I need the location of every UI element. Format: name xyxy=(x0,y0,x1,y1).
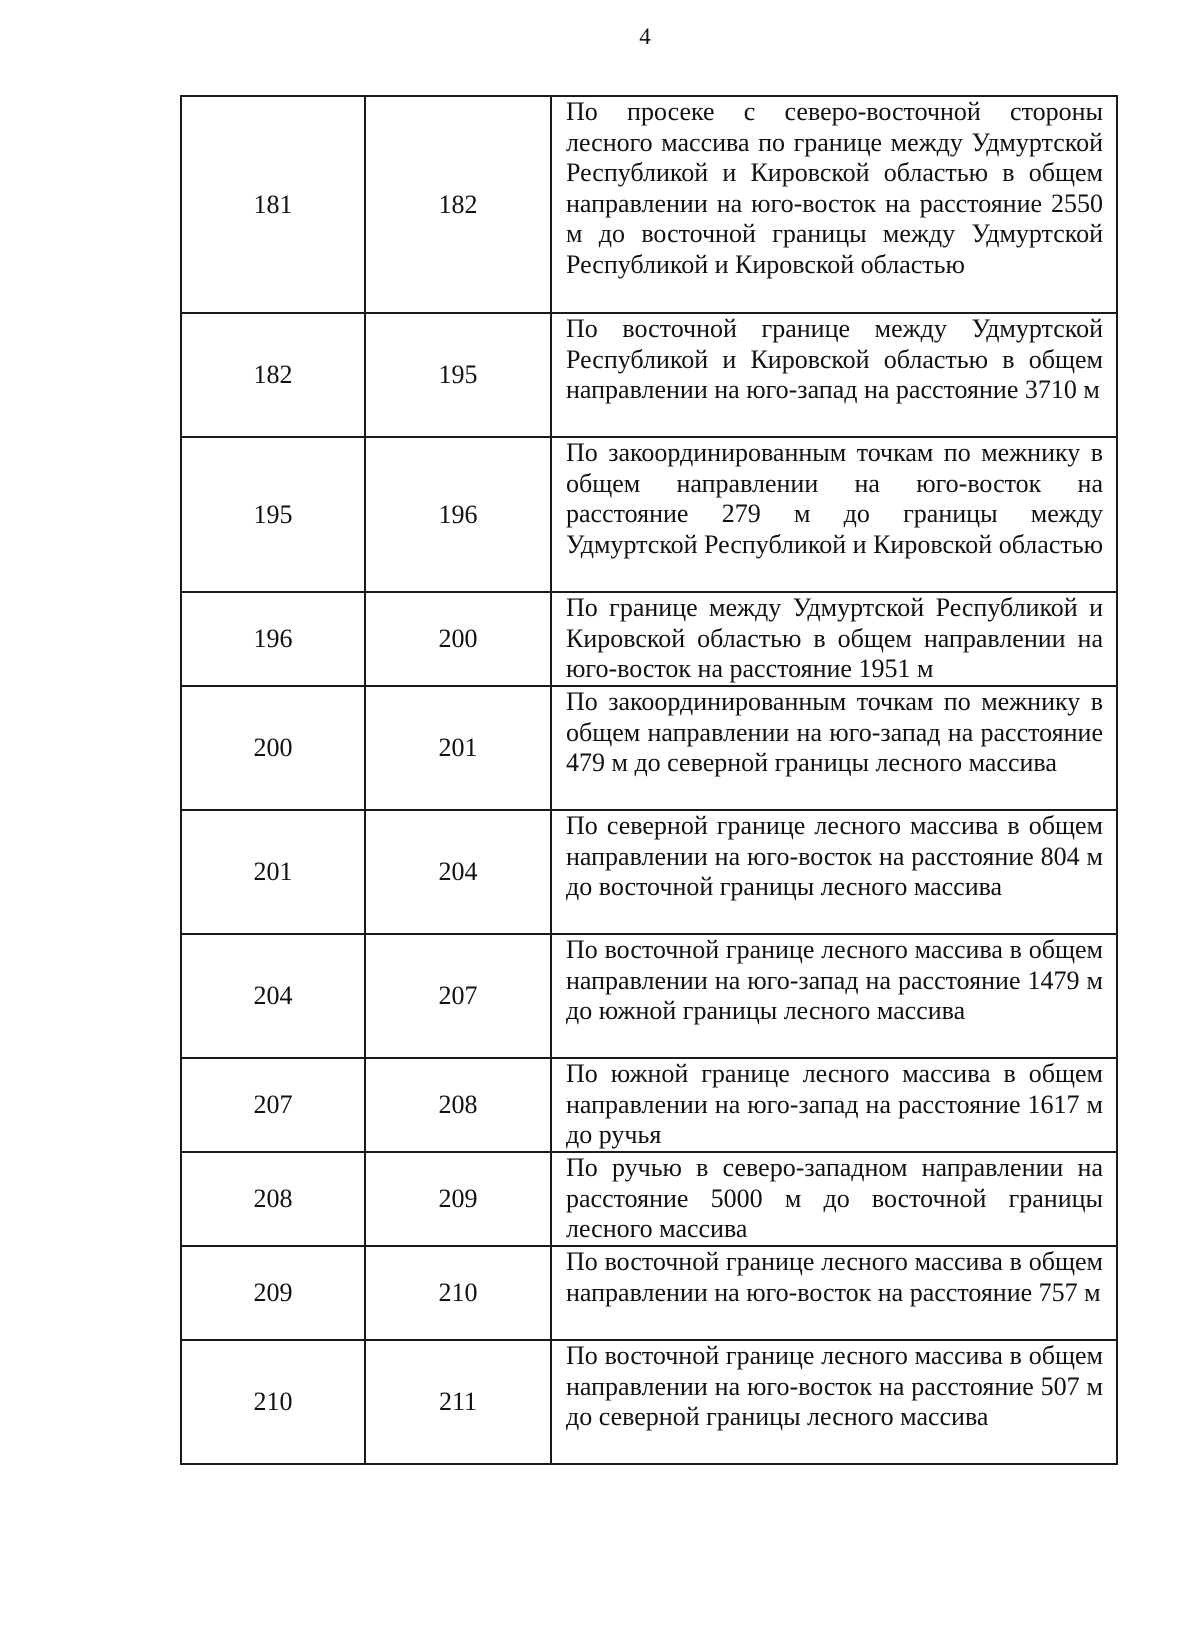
to-point: 196 xyxy=(365,437,551,592)
segment-description-text: По восточной границе лесного массива в общем направлении на юго-запад на расстояние 1479 м до южной границы лесного массива xyxy=(566,935,1103,1025)
table-row xyxy=(181,934,1117,1058)
from-point: 201 xyxy=(181,810,365,934)
to-point: 211 xyxy=(365,1340,551,1464)
table-row xyxy=(181,1152,1117,1246)
to-point: 208 xyxy=(365,1058,551,1152)
from-point: 209 xyxy=(181,1246,365,1340)
table-row xyxy=(181,1058,1117,1152)
from-point: 195 xyxy=(181,437,365,592)
segment-description xyxy=(551,437,1117,592)
from-point: 207 xyxy=(181,1058,365,1152)
from-point: 181 xyxy=(181,96,365,313)
table-row xyxy=(181,592,1117,686)
segment-description xyxy=(551,313,1117,437)
segment-description xyxy=(551,592,1117,686)
to-point: 195 xyxy=(365,313,551,437)
segment-description-text: По южной границе лесного массива в общем направлении на юго-запад на расстояние 1617 м до ручья xyxy=(566,1059,1103,1149)
to-point: 209 xyxy=(365,1152,551,1246)
table-row xyxy=(181,313,1117,437)
to-point: 200 xyxy=(365,592,551,686)
table-row xyxy=(181,686,1117,810)
segment-description xyxy=(551,686,1117,810)
from-point: 210 xyxy=(181,1340,365,1464)
table-row xyxy=(181,810,1117,934)
to-point: 207 xyxy=(365,934,551,1058)
table-row xyxy=(181,96,1117,313)
segment-description xyxy=(551,1058,1117,1152)
segment-description xyxy=(551,934,1117,1058)
segment-description-text: По северной границе лесного массива в общем направлении на юго-восток на расстояние 804 м до восточной границы лесного массива xyxy=(566,811,1103,901)
page-number: 4 xyxy=(639,24,651,49)
segment-description-text: По закоординированным точкам по межнику в общем направлении на юго-запад на расстояние 479 м до северной границы лесного массива xyxy=(566,687,1103,777)
segment-description xyxy=(551,96,1117,313)
segment-description-text: По просеке с северо-восточной стороны лесного массива по границе между Удмуртской Республикой и Кировской областью в общем направлении на юго-восток на расстояние 2550 м до восточной границы между Удмуртской Республикой и Кировской областью xyxy=(566,97,1103,279)
to-point: 210 xyxy=(365,1246,551,1340)
segment-description-text: По восточной границе между Удмуртской Республикой и Кировской областью в общем направлении на юго-запад на расстояние 3710 м xyxy=(566,314,1103,404)
from-point: 208 xyxy=(181,1152,365,1246)
table-row xyxy=(181,1246,1117,1340)
to-point: 182 xyxy=(365,96,551,313)
table-row xyxy=(181,437,1117,592)
segment-description-text: По закоординированным точкам по межнику в общем направлении на юго-восток на расстояние 279 м до границы между Удмуртской Республикой и Кировской областью xyxy=(566,438,1103,559)
segment-description xyxy=(551,1246,1117,1340)
segment-description-text: По восточной границе лесного массива в общем направлении на юго-восток на расстояние 757 м xyxy=(566,1247,1103,1307)
table-row xyxy=(181,1340,1117,1464)
from-point: 200 xyxy=(181,686,365,810)
to-point: 201 xyxy=(365,686,551,810)
from-point: 196 xyxy=(181,592,365,686)
segment-description-text: По ручью в северо-западном направлении на расстояние 5000 м до восточной границы лесного массива xyxy=(566,1153,1103,1243)
segment-description xyxy=(551,1152,1117,1246)
segment-description-text: По восточной границе лесного массива в общем направлении на юго-восток на расстояние 507 м до северной границы лесного массива xyxy=(566,1341,1103,1431)
from-point: 204 xyxy=(181,934,365,1058)
segment-description xyxy=(551,1340,1117,1464)
boundary-table xyxy=(180,95,1118,1465)
segment-description-text: По границе между Удмуртской Республикой и Кировской областью в общем направлении на юго-восток на расстояние 1951 м xyxy=(566,593,1103,683)
to-point: 204 xyxy=(365,810,551,934)
segment-description xyxy=(551,810,1117,934)
from-point: 182 xyxy=(181,313,365,437)
